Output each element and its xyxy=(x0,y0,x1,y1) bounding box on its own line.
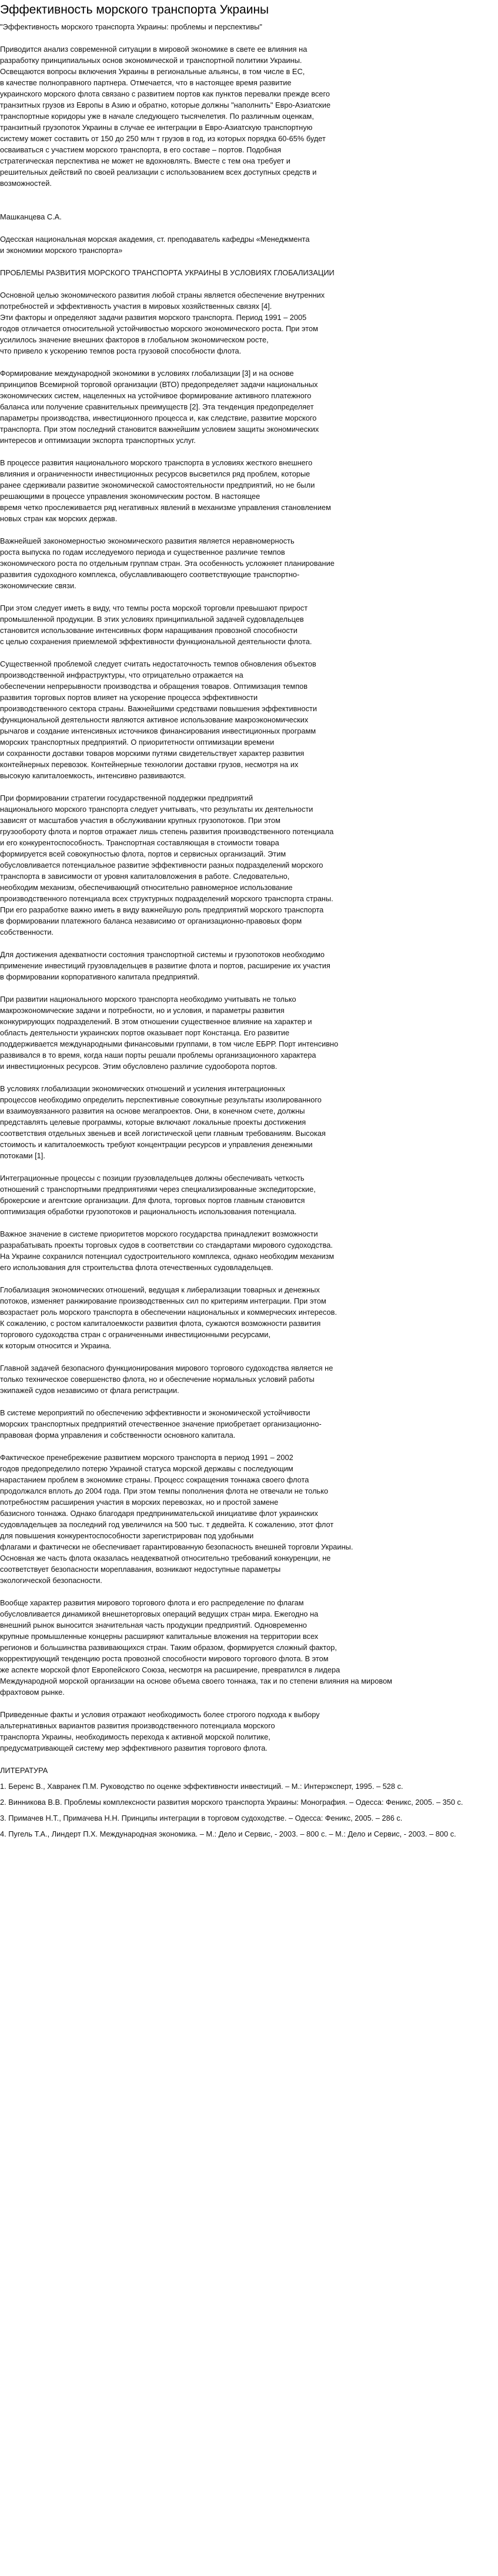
body-paragraph: В системе мероприятий по обеспечению эффективности и экономической устойчивости морских транспортных предприятий отечественное значение приобретает организационно- правовая форма управления и собственности основного капитала. xyxy=(0,1408,322,1439)
body-paragraph: Интеграционные процессы с позиции грузовладельцев должны обеспечивать четкость отношений с транспортными предприятиями через специализированные экспедиторские, брокерские и агентские организации. Для флота, торговых портов главным становится оптимизация обработки грузопотоков и рациональность использования потенциала. xyxy=(0,1174,316,1216)
article-subtitle: "Эффективность морского транспорта Украины: проблемы и перспективы" xyxy=(0,22,262,31)
body-paragraph: Важнейшей закономерностью экономического развития является неравномерность роста выпуска по годам исследуемого периода и существенное различие темпов экономического роста по отдельным группам стран. Эта особенность усложняет планирование развития судоходного комплекса, обуславливающего соответствующие транспортно- экономические связи. xyxy=(0,536,335,590)
body-paragraph: Приведенные факты и условия отражают необходимость более строгого подхода к выбору альтернативных вариантов развития производственного потенциала морского транспорта Украины, необходимость перехода к активной морской политике, предусматривающей систему мер эффективного развития торгового флота. xyxy=(0,1710,320,1752)
body-paragraph: Вообще характер развития мирового торгового флота и его распределение по флагам обусловливается динамикой внешнеторговых операций ведущих стран мира. Ежегодно на внешний рынок выносится значительная часть продукции предприятий. Одновременно крупные промышленные концерны расширяют капитальные вложения на территории всех регионов и большинства развивающихся стран. Таким образом, формируется сложный фактор, корректирующий тенденцию роста провозной способности мирового торгового флота. В этом же аспекте морской флот Европейского Союза, несмотря на расширение, превратился в лидера Международной морской организации на основе объема своего тоннажа, так и по степени влияния на мировом фрахтовом рынке. xyxy=(0,1598,392,1697)
references-heading: ЛИТЕРАТУРА xyxy=(0,1766,48,1775)
body-paragraph: В условиях глобализации экономических отношений и усиления интеграционных процессов необходимо определить перспективные совокупные результаты изолированного и взаимоувязанного развития на основе мегапроектов. Они, в конечном счете, должны представлять целевые программы, которые включают локальные проекты достижения соответствия отдельных звеньев и всей логистической цепи главным требованиям. Высокая стоимость и капиталоемкость требуют концентрации ресурсов и управления денежными потоками [1]. xyxy=(0,1084,326,1160)
reference-item: 3. Примачев Н.Т., Примачева Н.Н. Принципы интеграции в торговом судоходстве. – Одесса: Феникс, 2005. – 286 с. xyxy=(0,1814,403,1822)
body-paragraph: Существенной проблемой следует считать недостаточность темпов обновления объектов производственной инфраструктуры, что отрицательно отражается на обеспечении непрерывности производства и обращения товаров. Оптимизация темпов развития торговых портов влияет на ускорение процесса эффективности производственного сектора страны. Важнейшими средствами повышения эффективности функциональной деятельности являются активное использование макроэкономических рычагов и создание интенсивных источников финансирования инвестиционных программ морских транспортных предприятий. О приоритетности оптимизации времени и сохранности доставки товаров морскими путями свидетельствует характер развития контейнерных перевозок. Контейнерные технологии доставки грузов, несмотря на их высокую капиталоемкость, интенсивно развиваются. xyxy=(0,659,317,780)
body-paragraph: При этом следует иметь в виду, что темпы роста морской торговли превышают прирост промышленной продукции. В этих условиях принципиальной задачей судовладельцев становится использование интенсивных форм наращивания провозной способности с целью сохранения приемлемой эффективности функциональной деятельности флота. xyxy=(0,604,312,646)
article-body xyxy=(0,289,498,1754)
body-paragraph: При формировании стратегии государственной поддержки предприятий национального морского транспорта следует учитывать, что результаты их деятельности зависят от масштабов участия в обслуживании крупных грузопотоков. При этом грузообороту флота и портов отражает лишь степень развития производственного потенциала и его конкурентоспособность. Транспортная составляющая в стоимости товара формируется всей совокупностью флота, портов и сервисных организаций. Этим обусловливается потенциальное развитие эффективности разных подразделений морского транспорта в зависимости от уровня капиталовложения в работе. Следовательно, необходим механизм, обеспечивающий относительно равномерное использование производственного потенциала всех структурных подразделений морского транспорта страны. При его разработке важно иметь в виду важнейшую роль предприятий морского транспорта в формировании платежного баланса независимо от организационно-правовых форм собственности. xyxy=(0,794,334,937)
body-paragraph: Фактическое пренебрежение развитием морского транспорта в период 1991 – 2002 годов предопределило потерю Украиной статуса морской державы с последующим нарастанием проблем в экономике страны. Процесс сокращения тоннажа своего флота продолжался вплоть до 2004 года. При этом темпы пополнения флота не отвечали не только потребностям расширения участия в морских перевозках, но и простой замене базисного тоннажа. Однако благодаря предпринимательской инициативе флот украинских судовладельцев за последний год увеличился на 500 тыс. т дедвейта. К сожалению, этот флот для повышения конкурентоспособности зарегистрирован под удобными флагами и фактически не обеспечивает гарантированную безопасность внешней торговли Украины. Основная же часть флота оказалась неадекватной относительно требований конкуренции, не соответствует безопасности мореплавания, возникают недоступные параметры экологической безопасности. xyxy=(0,1453,353,1585)
article-heading: ПРОБЛЕМЫ РАЗВИТИЯ МОРСКОГО ТРАНСПОРТА УКРАИНЫ В УСЛОВИЯХ ГЛОБАЛИЗАЦИИ xyxy=(0,268,335,277)
body-paragraph: Формирование международной экономики в условиях глобализации [3] и на основе принципов Всемирной торговой организации (ВТО) предопределяет задачи национальных экономических систем, нацеленных на устойчивое формирование активного платежного баланса или получение сравнительных преимуществ [2]. Эта тенденция предопределяет параметры производства, инвестиционного процесса и, как следствие, развитие морского транспорта. При этом последний становится важнейшим условием защиты экономических интересов и оптимизации экспорта транспортных услуг. xyxy=(0,369,319,445)
body-paragraph: При развитии национального морского транспорта необходимо учитывать не только макроэкономические задачи и потребности, но и условия, и параметры развития конкурирующих подразделений. В этом отношении существенное влияние на характер и область деятельности украинских портов оказывает порт Констанца. Его развитие поддерживается международными финансовыми группами, в том числе ЕБРР. Порт интенсивно развивался в то время, когда наши порты решали проблемы организационного характера и инвестиционных ресурсов. Этим обусловлено различие судооборота портов. xyxy=(0,995,339,1071)
reference-item: 4. Пугель Т.А., Линдерт П.Х. Международная экономика. – М.: Дело и Сервис, - 2003. – 800 с. – М.: Дело и Сервис, - 2003. – 800 с. xyxy=(0,1829,456,1838)
page-title: Эффективность морского транспорта Украины xyxy=(0,3,269,16)
body-paragraph: В процессе развития национального морского транспорта в условиях жесткого внешнего влияния и ограниченности инвестиционных ресурсов высветился ряд проблем, которые ранее сдерживали развитие экономической самостоятельности предприятий, но не были решающими в процессе управления экономическим ростом. В настоящее время четко прослеживается ряд негативных явлений в механизме управления становлением новых стран как морских держав. xyxy=(0,458,331,523)
article-abstract: Приводится анализ современной ситуации в мировой экономике в свете ее влияния на разработку принципиальных основ экономической и транспортной политики Украины. Освещаются вопросы включения Украины в региональные альянсы, в том числе в ЕС, в качестве полноправного партнера. Отмечается, что в настоящее время развитие украинского морского флота связано с развитием портов как пунктов перевалки прежде всего транзитных грузов из Европы в Азию и обратно, которые должны "наполнить" Евро-Азиатские транспортные коридоры уже в начале следующего тысячелетия. По различным оценкам, транзитный грузопоток Украины в случае ее интеграции в Евро-Азиатскую транспортную систему может составить от 150 до 250 млн т грузов в год, из которых порядка 60-65% будет осваиваться с участием морского транспорта, в его составе – портов. Подобная стратегическая перспектива не может не вдохновлять. Вместе с тем она требует и решительных действий по своей реализации с использованием всех доступных средств и возможностей. xyxy=(0,45,331,188)
reference-item: 1. Беренс В., Хавранек П.М. Руководство по оценке эффективности инвестиций. – М.: Интерэксперт, 1995. – 528 с. xyxy=(0,1782,403,1791)
body-paragraph: Для достижения адекватности состояния транспортной системы и грузопотоков необходимо применение инвестиций грузовладельцев в развитие флота и портов, расширение их участия в формировании корпоративного капитала предприятий. xyxy=(0,950,330,981)
body-paragraph: Важное значение в системе приоритетов морского государства принадлежит возможности разрабатывать проекты торговых судов в соответствии со стандартами мирового судоходства. На Украине сохранился потенциал судостроительного комплекса, однако необходим механизм его использования для строительства флота отечественных судовладельцев. xyxy=(0,1229,335,1272)
reference-item: 2. Винникова В.В. Проблемы комплексности развития морского транспорта Украины: Монография. – Одесса: Феникс, 2005. – 350 с. xyxy=(0,1798,463,1807)
body-paragraph: Главной задачей безопасного функционирования мирового торгового судоходства является не только техническое совершенство флота, но и обеспечение нормальных условий работы экипажей судов независимо от флага регистрации. xyxy=(0,1364,333,1395)
body-paragraph: Глобализация экономических отношений, ведущая к либерализации товарных и денежных потоков, изменяет ранжирование производственных сил по критериям интеграции. При этом возрастает роль морского транспорта в обеспечении национальных и коммерческих интересов. К сожалению, с ростом капиталоемкости развития флота, сужаются возможности развития торгового судоходства стран с ограниченными инвестиционными ресурсами, к которым относится и Украина. xyxy=(0,1285,337,1350)
body-paragraph: Основной целью экономического развития любой страны является обеспечение внутренних потребностей и эффективность участия в мировых хозяйственных связях [4]. Эти факторы и определяют задачи развития морского транспорта. Период 1991 – 2005 годов отличается относительной устойчивостью морского экономического роста. При этом усилилось значение внешних факторов в глобальном экономическом росте, что привело к ускорению темпов роста грузовой способности флота. xyxy=(0,291,325,355)
author-name: Машканцева С.А. xyxy=(0,212,62,221)
references-list xyxy=(0,1781,498,1839)
author-affiliation: Одесская национальная морская академия, ст. преподаватель кафедры «Менеджмента и экономики морского транспорта» xyxy=(0,235,310,255)
